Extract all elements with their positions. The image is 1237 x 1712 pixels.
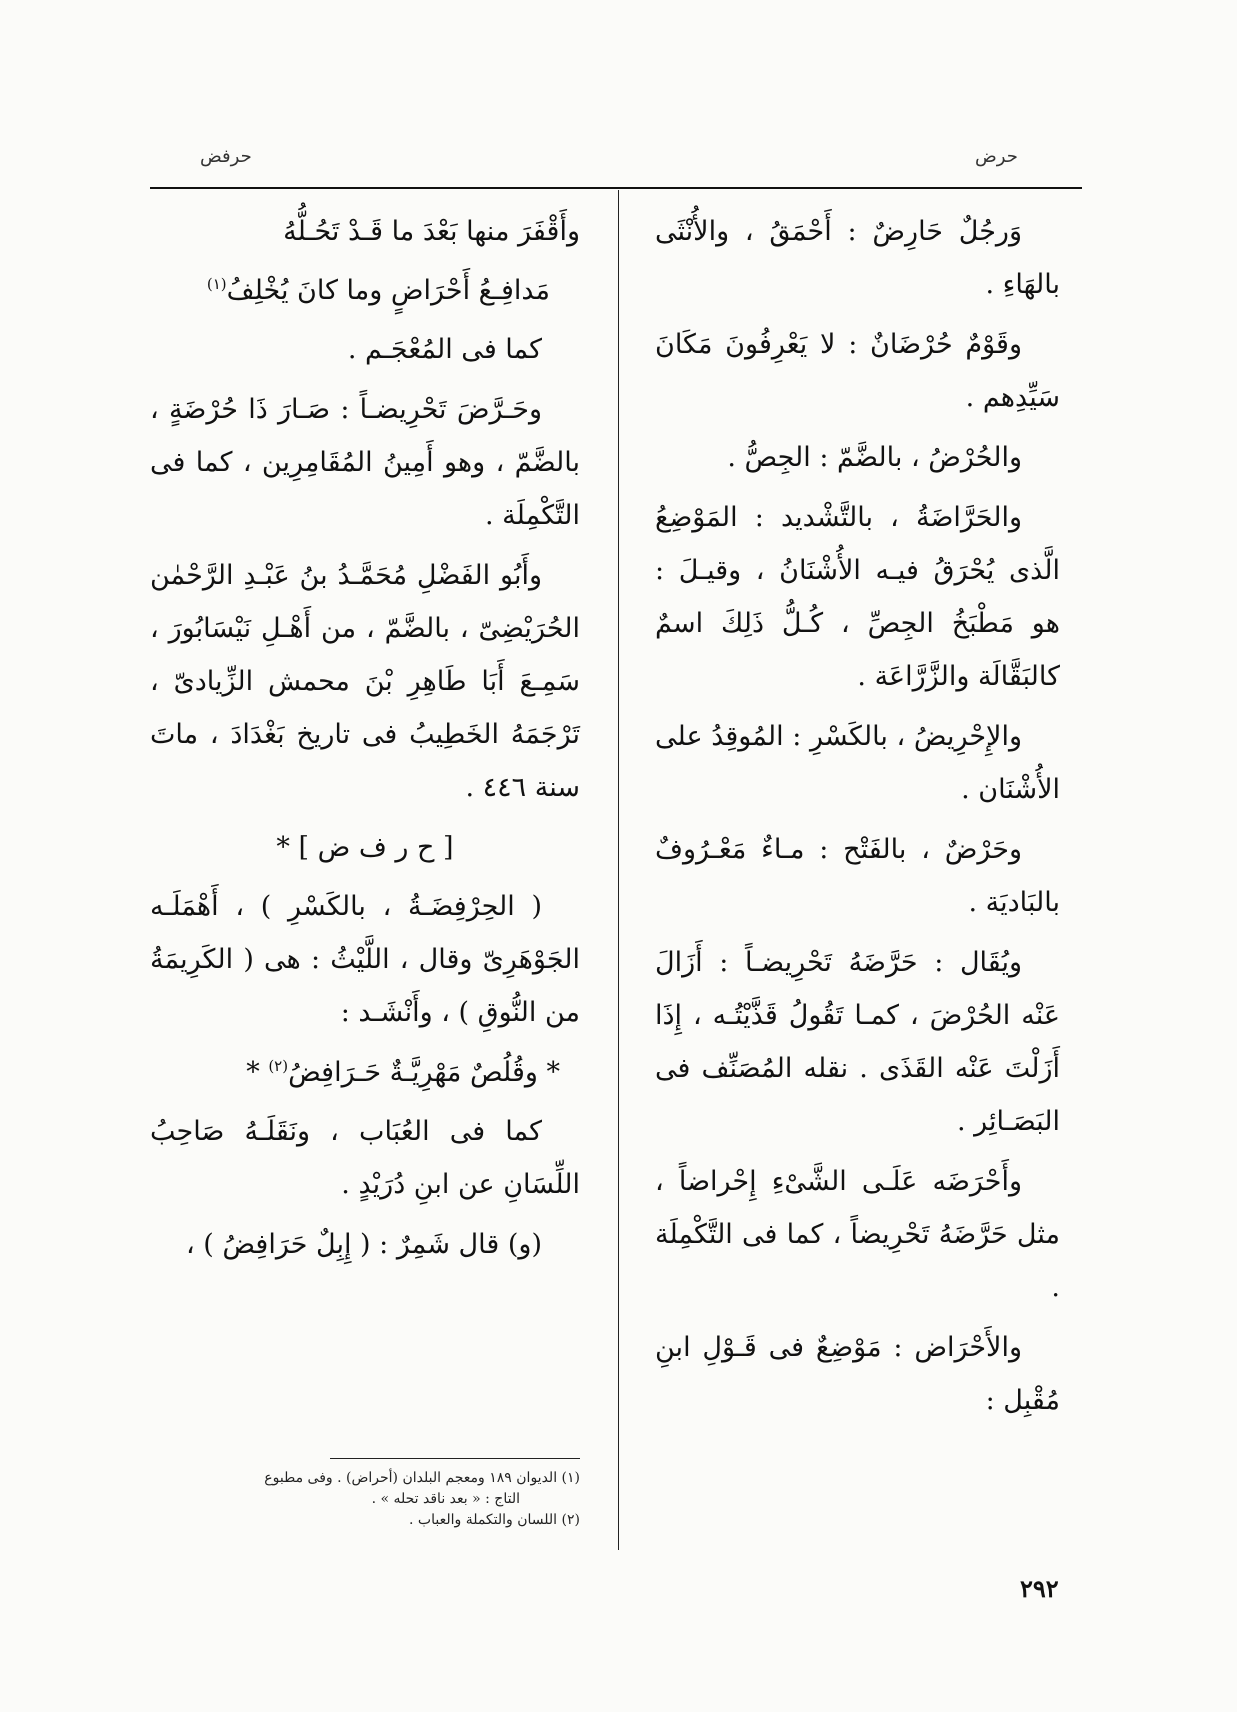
entry-paragraph: ويُقَال : حَرَّضَهُ تَحْرِيضـاً : أَزَالَ عَنْه الحُرْضَ ، كمـا تَقُولُ قَذَّيْتُـه ، إِذَا أَزَلْتَ عَنْه القَذَى . نقله المُصَنِّف فى البَصَـائِر . (655, 947, 1060, 1137)
verse-text: مَدافِـعُ أَحْرَاضٍ وما كانَ يُخْلِفُ (226, 275, 550, 306)
footnote-1-continuation: التاج : « بعد ناقد تحله » . (371, 1491, 520, 1507)
header-rule (150, 187, 1082, 189)
entry-paragraph: وقَوْمٌ حُرْضَانٌ : لا يَعْرِفُونَ مَكَانَ سَيِّدِهم . (655, 329, 1060, 413)
entry-paragraph: والإِحْرِيضُ ، بالكَسْرِ : المُوقِدُ على الأُشْنَان . (655, 721, 1060, 805)
entry-paragraph: وَرجُلٌ حَارِضٌ : أَحْمَقُ ، والأُنْثَى بالهَاءِ . (655, 216, 1060, 300)
verse-end-mark: * (246, 1057, 269, 1088)
entry-paragraph: ( الحِرْفِضَـةُ ، بالكَسْرِ ) ، أَهْمَلَـه الجَوْهَرِىّ وقال ، اللَّيْثُ : هى ( الكَرِيمَةُ من النُّوقِ ) ، وأَنْشَـد : (150, 891, 580, 1028)
left-column (150, 205, 580, 1278)
poem-verse-line (150, 1046, 580, 1099)
entry-paragraph: وحَـرَّضَ تَحْرِيضـاً : صَـارَ ذَا حُرْضَةٍ ، بالضَّمّ ، وهو أَمِينُ المُقَامِرِين ، كما فى التَّكْمِلَة . (150, 394, 580, 531)
right-column (655, 205, 1060, 1434)
footnote-1: (١) الديوان ١٨٩ ومعجم البلدان (أحراض) . وفى مطبوع (264, 1470, 580, 1486)
poem-verse-line: وأَقْفَرَ منها بَعْدَ ما قَـدْ تَحُـلُّهُ (283, 216, 580, 247)
entry-paragraph: وأَبُو الفَضْلِ مُحَمَّـدُ بنُ عَبْـدِ الرَّحْمٰن الحُرَيْضِىّ ، بالضَّمّ ، من أَهْـلِ نَيْسَابُورَ ، سَمِـعَ أَبَا طَاهِرِ بْنَ محمش الزِّيادىّ ، تَرْجَمَهُ الخَطِيبُ فى تاريخ بَغْدَادَ ، ماتَ سنة ٤٤٦ . (150, 560, 580, 803)
footnote-marker: (٢) (268, 1057, 289, 1075)
footnote-rule (330, 1458, 580, 1459)
poem-verse-line (150, 264, 580, 317)
page-number: ٢٩٢ (1020, 1574, 1059, 1603)
running-header-right: حرض (975, 146, 1018, 167)
footnote-marker: (١) (206, 275, 227, 293)
footnotes (150, 1468, 580, 1531)
entry-paragraph: والحَرَّاضَةُ ، بالتَّشْديد : المَوْضِعُ الَّذى يُحْرَقُ فيـه الأُشْنَانُ ، وقيـلَ : هو مَطْبَخُ الجِصِّ ، كُـلُّ ذَلِكَ اسمٌ كالبَقَّالَة والزَّرَّاعَة . (655, 502, 1060, 692)
running-header-left: حرفض (200, 146, 252, 167)
entry-paragraph: وحَرْضٌ ، بالفَتْح : مـاءٌ مَعْـرُوفٌ بالبَاديَة . (655, 834, 1060, 918)
footnote-2: (٢) اللسان والتكملة والعباب . (409, 1512, 580, 1528)
entry-heading: [ ح ر ف ض ] * (276, 832, 454, 863)
entry-paragraph: كما فى المُعْجَـم . (347, 334, 542, 365)
entry-paragraph: والأَحْرَاض : مَوْضِعٌ فى قَـوْلِ ابنِ مُقْبِل : (655, 1332, 1060, 1416)
entry-paragraph: والحُرْضُ ، بالضَّمّ : الجِصُّ . (727, 442, 1022, 473)
verse-text: * وقُلُصٌ مَهْرِيَّـةٌ حَـرَافِضُ (288, 1057, 560, 1088)
entry-paragraph: (و) قال شَمِرٌ : ( إِبِلٌ حَرَافِضُ ) ، (185, 1229, 542, 1260)
column-divider (618, 190, 619, 1550)
entry-paragraph: وأَحْرَضَه عَلَـى الشَّىْءِ إِحْراضاً ، مثل حَرَّضَهُ تَحْرِيضاً ، كما فى التَّكْمِلَة . (655, 1166, 1060, 1303)
entry-paragraph: كما فى العُبَاب ، ونَقَلَـهُ صَاحِبُ اللِّسَانِ عن ابنِ دُرَيْدٍ . (150, 1116, 580, 1200)
